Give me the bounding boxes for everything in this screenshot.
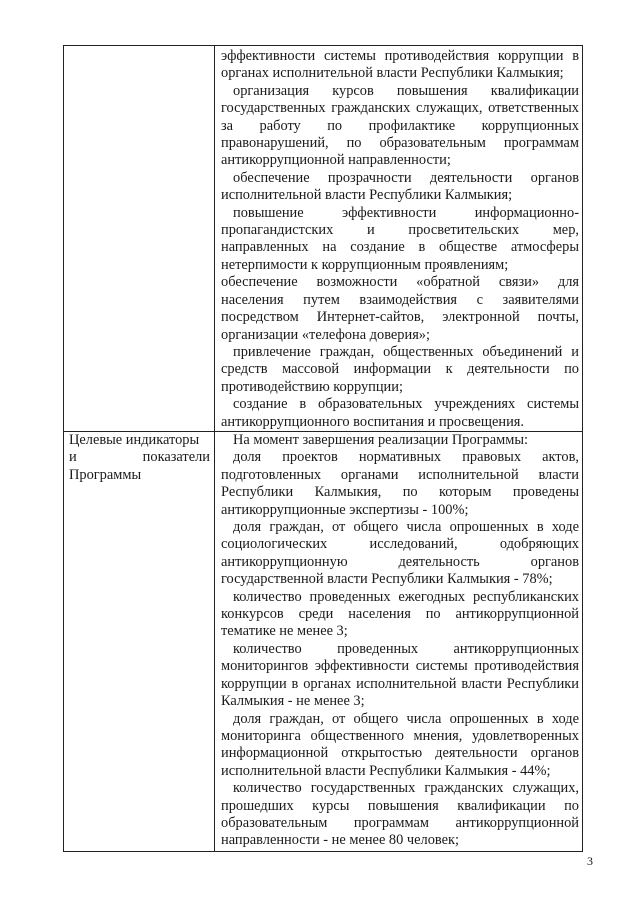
indicators-text-cell [221, 432, 579, 850]
column-divider [214, 46, 215, 851]
label-line: Программы [69, 466, 142, 483]
program-passport-table [63, 45, 583, 852]
paragraph: организация курсов повышения квалификации государственных гражданских служащих, ответственных за работу по профилактике коррупционных правонарушений, по образовательным программам антикоррупционной направленности; [221, 82, 579, 169]
paragraph: доля граждан, от общего числа опрошенных в ходе мониторинга общественного мнения, удовлетворенных информационной открытостью деятельности органов исполнительной власти Республики Калмыкия - 44%; [221, 710, 579, 779]
label-line [69, 449, 210, 466]
paragraph: привлечение граждан, общественных объединений и средств массовой информации к деятельности по противодействию коррупции; [221, 343, 579, 395]
indicators-label-cell [69, 432, 210, 484]
label-word: и [69, 449, 77, 466]
label-line: Целевые индикаторы [69, 432, 200, 448]
paragraph: обеспечение возможности «обратной связи» для населения путем взаимодействия с заявителями посредством Интернет-сайтов, электронной почты, организации «телефона доверия»; [221, 274, 579, 343]
paragraph: На момент завершения реализации Программы: [233, 432, 529, 448]
paragraph: количество проведенных антикоррупционных мониторингов эффективности системы противодействия коррупции в органах исполнительной власти Республики Калмыкия - не менее 3; [221, 640, 579, 710]
paragraph: эффективности системы противодействия коррупции в органах исполнительной власти Республики Калмыкия; [221, 48, 579, 82]
paragraph: доля граждан, от общего числа опрошенных в ходе социологических исследований, одобряющих антикоррупционную деятельность органов государственной власти Республики Калмыкия - 78%; [221, 519, 579, 588]
paragraph: повышение эффективности информационно-пропагандистских и просветительских мер, направленных на создание в обществе атмосферы нетерпимости к коррупционным проявлениям; [221, 204, 579, 273]
page-number: 3 [587, 854, 593, 868]
paragraph: количество проведенных ежегодных республиканских конкурсов среди населения по антикоррупционной тематике не менее 3; [221, 588, 579, 640]
paragraph: создание в образовательных учреждениях системы антикоррупционного воспитания и просвещения. [221, 396, 579, 430]
label-word: показатели [142, 449, 210, 466]
paragraph: доля проектов нормативных правовых актов, подготовленных органами исполнительной власти Республики Калмыкия, по которым проведены антикоррупционные экспертизы - 100%; [221, 449, 579, 518]
paragraph: обеспечение прозрачности деятельности органов исполнительной власти Республики Калмыкия; [221, 169, 579, 204]
paragraph: количество государственных гражданских служащих, прошедших курсы повышения квалификации по образовательным программам антикоррупционной направленности - не менее 80 человек; [221, 780, 579, 849]
objectives-text-cell [221, 48, 579, 431]
